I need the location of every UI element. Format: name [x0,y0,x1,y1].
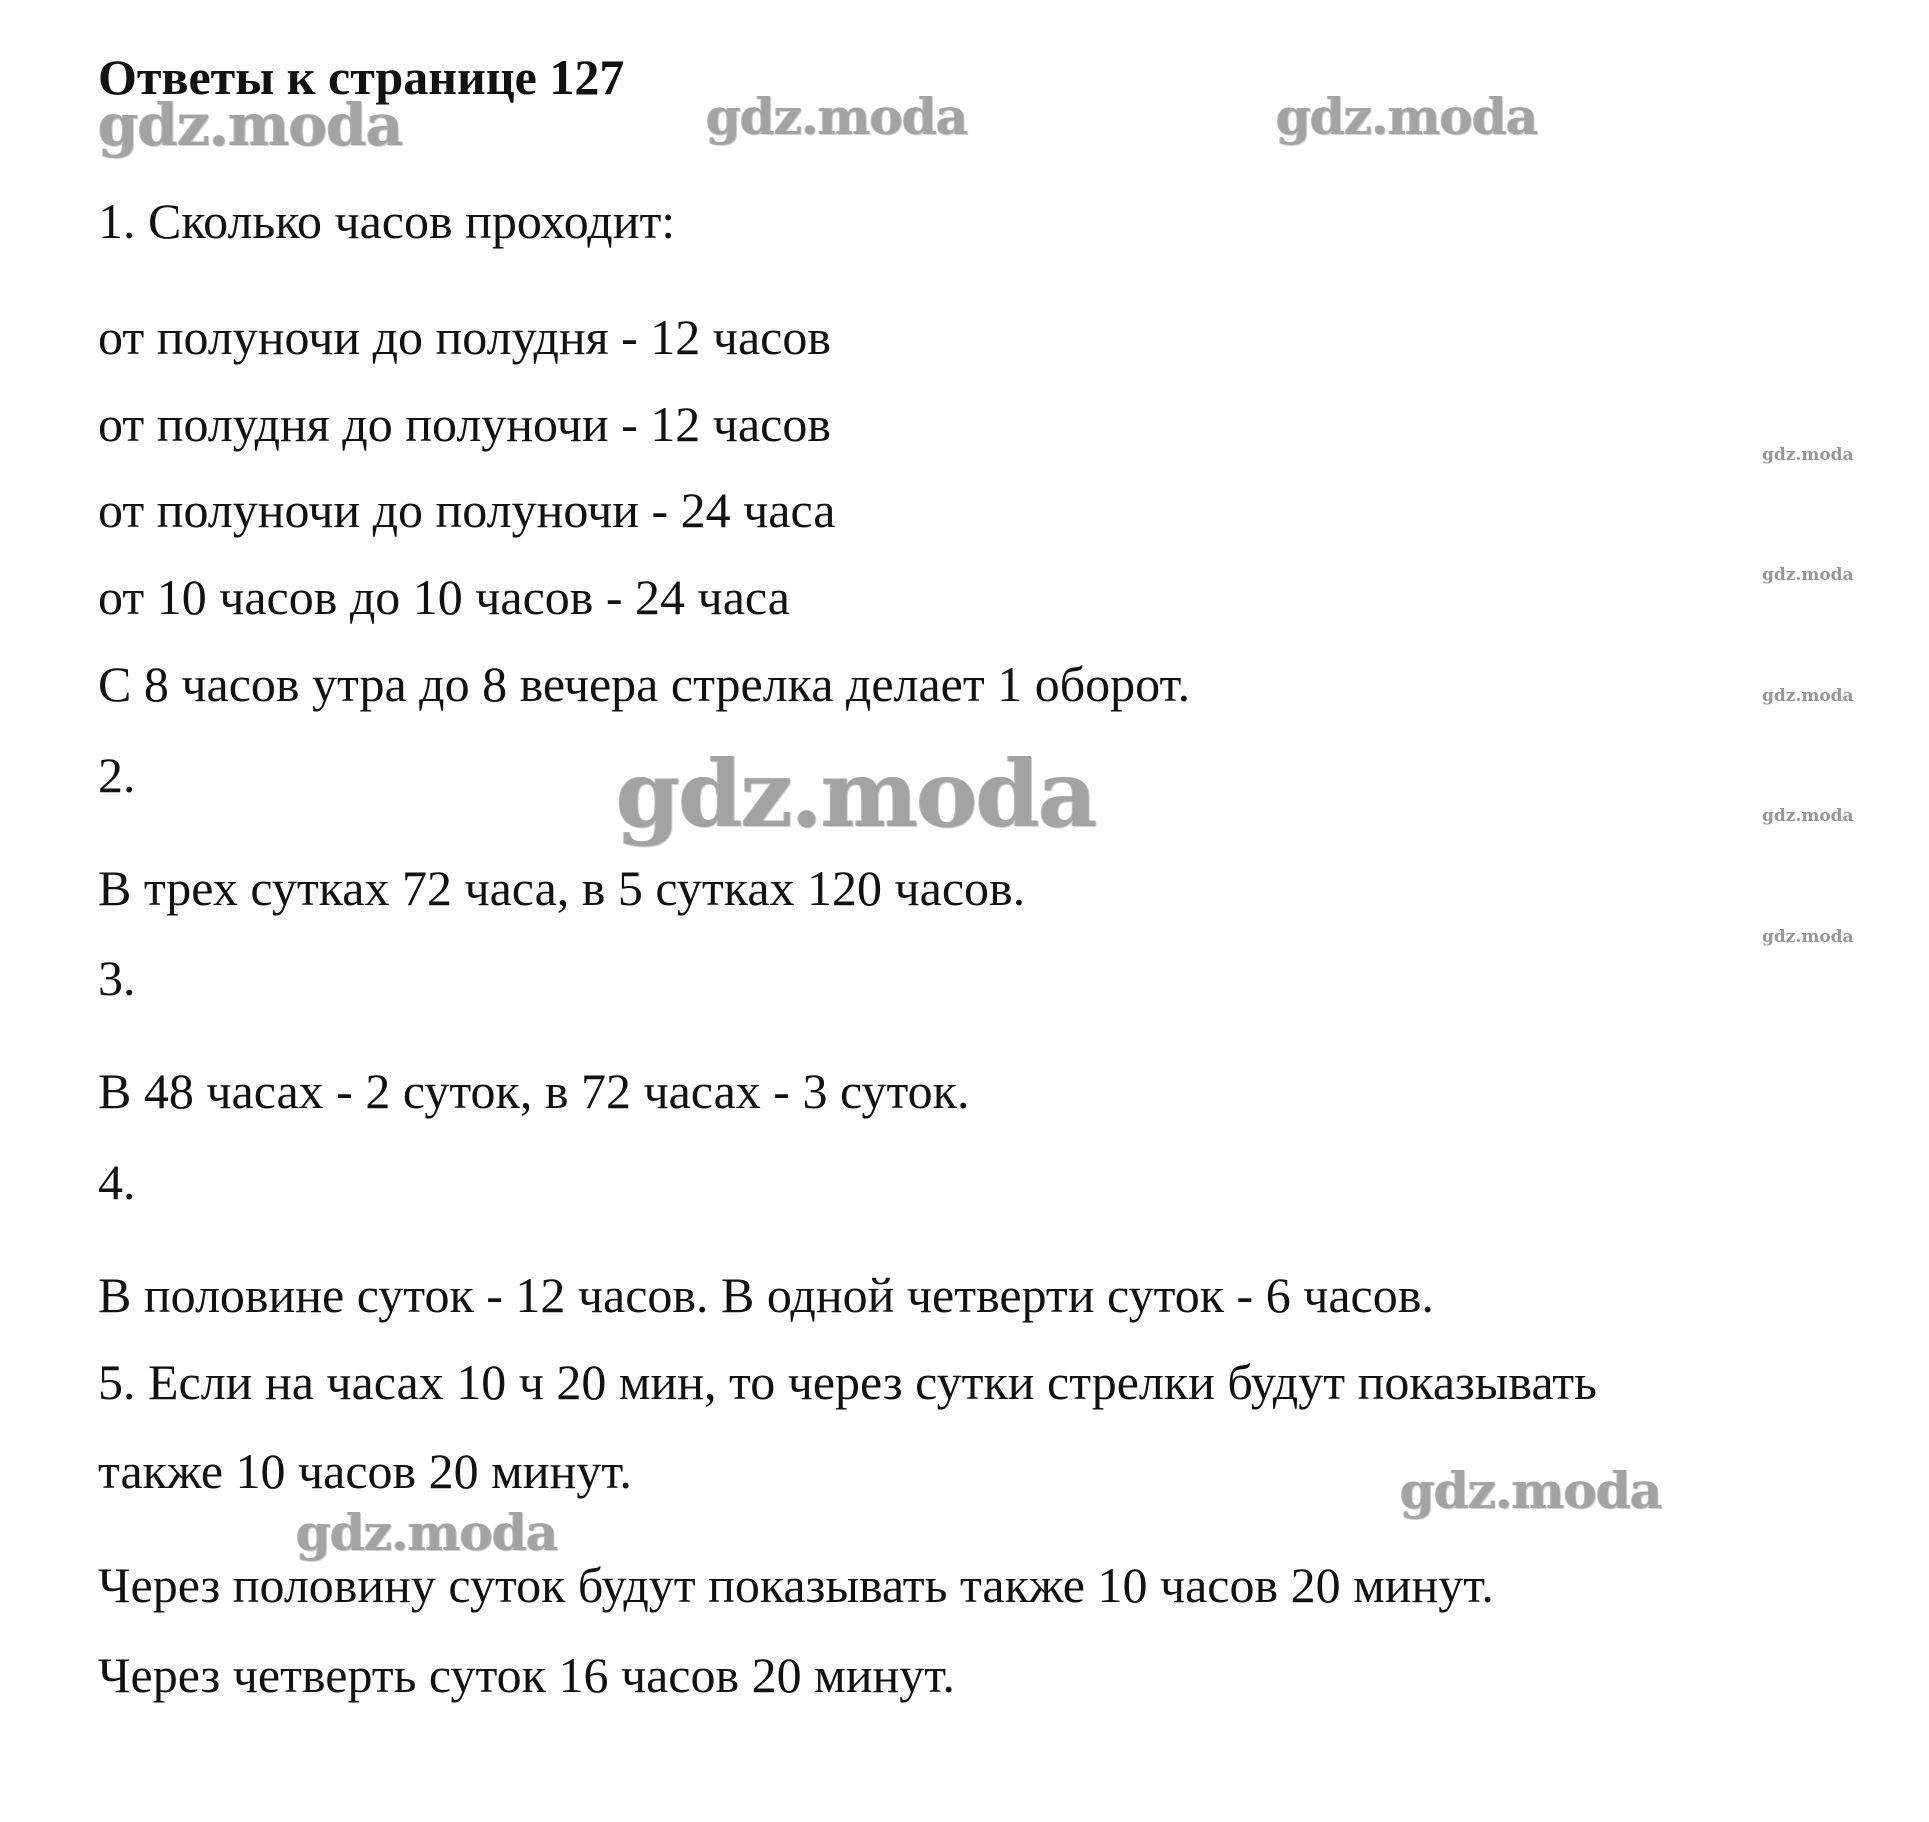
watermark: gdz.moda [616,740,1096,848]
watermark: gdz.moda [1762,565,1854,585]
q1-line: С 8 часов утра до 8 вечера стрелка делает 1 оборот. [98,656,1191,712]
q5-line: 5. Если на часах 10 ч 20 мин, то через сутки стрелки будут показывать [98,1354,1597,1410]
q5-line: также 10 часов 20 минут. [98,1443,632,1499]
watermark: gdz.moda [296,1503,558,1562]
q4-answer: В половине суток - 12 часов. В одной четверти суток - 6 часов. [98,1267,1434,1323]
watermark: gdz.moda [706,87,968,146]
watermark: gdz.moda [1400,1461,1662,1520]
watermark: gdz.moda [1762,927,1854,947]
watermark: gdz.moda [1762,686,1854,706]
q1-line: от полудня до полуночи - 12 часов [98,396,831,452]
q1-line: от 10 часов до 10 часов - 24 часа [98,569,790,625]
watermark: gdz.moda [1762,806,1854,826]
q2-answer: В трех сутках 72 часа, в 5 сутках 120 часов. [98,860,1026,916]
q1-line: от полуночи до полуночи - 24 часа [98,482,836,538]
watermark: gdz.moda [1276,87,1538,146]
q5-line: Через четверть суток 16 часов 20 минут. [98,1647,955,1703]
watermark: gdz.moda [98,91,403,159]
q3-number: 3. [98,950,136,1006]
q1-heading: 1. Сколько часов проходит: [98,193,676,249]
watermark: gdz.moda [1762,445,1854,465]
q4-number: 4. [98,1154,136,1210]
page-title: Ответы к странице 127 [98,49,625,105]
q1-line: от полуночи до полудня - 12 часов [98,309,831,365]
q2-number: 2. [98,747,136,803]
q3-answer: В 48 часах - 2 суток, в 72 часах - 3 суток. [98,1063,970,1119]
q5-line: Через половину суток будут показывать также 10 часов 20 минут. [98,1557,1494,1613]
